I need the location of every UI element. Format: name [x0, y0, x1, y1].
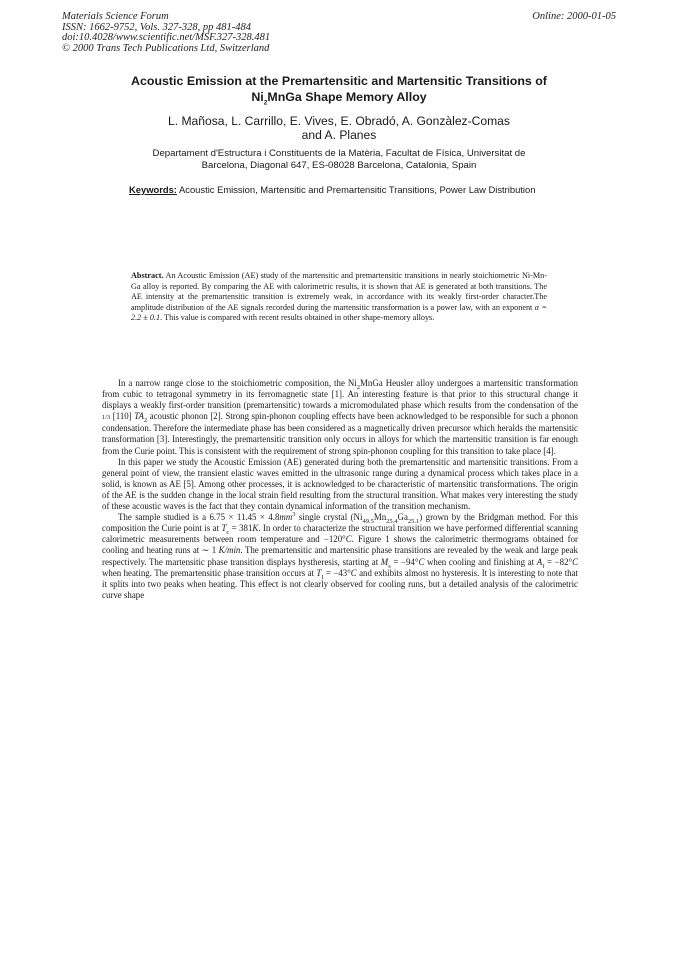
- keywords-label: Keywords:: [129, 184, 177, 195]
- p3-text-f: = 381: [229, 523, 253, 534]
- keywords-text: Acoustic Emission, Martensitic and Premartensitic Transitions, Power Law Distribution: [179, 184, 536, 195]
- p1-fraction: 1/3: [102, 414, 111, 422]
- p3-text-l: = −82°: [544, 556, 573, 567]
- paragraph-3: [102, 512, 578, 601]
- p3-ti: T: [316, 567, 322, 578]
- p3-celsius-4: C: [350, 567, 357, 578]
- p1-sub: 2: [356, 383, 361, 391]
- p3-text-o: and exhibits almost no hysteresis. It is interesting to note that it splits into two peaks when heating. This effect is not clearly observed for cooling runs, but a detailed analysis of the calorimetric curve shape: [102, 567, 578, 600]
- p1-text-c: [110]: [110, 411, 135, 422]
- abstract-text-b: . This value is compared with recent results obtained in other shape-memory alloys.: [160, 313, 435, 323]
- p3-tc-sub: c: [226, 529, 230, 536]
- p3-ms-sub: s: [388, 562, 391, 570]
- abstract: [131, 271, 547, 324]
- p3-ms: M: [380, 556, 389, 567]
- p3-ti-sub: I: [321, 573, 324, 581]
- p3-text-k: when cooling and finishing at: [424, 556, 537, 567]
- p3-text-e: ) grown by the Bridgman method. For this composition the Curie point is at: [102, 512, 578, 534]
- p3-text-h: . Figure 1 shows the calorimetric thermograms obtained for cooling and heating runs at ∼ 1: [102, 534, 578, 556]
- p1-ta: TA: [134, 411, 144, 422]
- title-line-2: [90, 90, 588, 106]
- p3-ni-sub: 49.5: [362, 517, 374, 525]
- p3-mn-sub: 25.4: [386, 517, 398, 525]
- p3-af: A: [536, 556, 543, 567]
- p3-rate: K/min: [218, 545, 241, 556]
- online-date: Online: 2000-01-05: [532, 11, 616, 22]
- p3-text-m: when heating. The premartensitic phase transition occurs at: [102, 567, 317, 578]
- abstract-text-a: An Acoustic Emission (AE) study of the martensitic and premartensitic transitions in nearly stoichiometric Ni-Mn-Ga alloy is reported. By comparing the AE with calorimetric results, it is shown that AE is generated at both transitions. The AE intensity at the premartensitic transition is extremely weak, in accordance with its weakly first-order character.The amplitude distribution of the AE signals recorded during the martensitic transformation is a power law, with an exponent: [131, 271, 547, 312]
- p3-unit: mm: [279, 512, 293, 523]
- abstract-label: Abstract.: [131, 271, 164, 280]
- journal-name: Materials Science Forum: [62, 11, 169, 22]
- title-ni-sub: 2: [263, 98, 268, 106]
- title-rest: MnGa Shape Memory Alloy: [267, 89, 427, 104]
- p3-af-sub: f: [542, 562, 545, 570]
- title-line-1: Acoustic Emission at the Premartensitic and Martensitic Transitions of: [131, 74, 547, 88]
- p1-text-a: In a narrow range close to the stoichiometric composition, the Ni: [118, 378, 357, 388]
- p1-text-b: MnGa Heusler alloy undergoes a martensitic transformation from cubic to tetragonal symmetry in its ferromagnetic state [1]. An interesting feature is that prior to this structural change it displays a weakly first-order transition (premartensitic) towards a micromodulated phase which results from the condensation of the: [102, 378, 578, 411]
- authors-line-1: L. Mañosa, L. Carrillo, E. Vives, E. Obradó, A. Gonzàlez-Comas: [168, 114, 510, 128]
- paper-title: [90, 74, 588, 105]
- paragraph-1: [102, 378, 578, 457]
- journal-header: [62, 12, 270, 54]
- p3-text-i: . The premartensitic and martensitic phase transitions are revealed by the weak and large peak respectively. The martensitic phase transition displays hystheresis, starting at: [102, 545, 578, 567]
- paragraph-2: In this paper we study the Acoustic Emission (AE) generated during both the premartensitic and martensitic transitions. From a general point of view, the transient elastic waves emitted in the ultrasonic range during a dynamical process which takes place in a solid, is known as AE [5]. Among other processes, it is acknowledged to be characteristic of martensitic transformations. The origin of the AE is the sudden change in the local strain field resulting from the structural transition. What makes very interesting the study of these acoustic waves is the fact that they contain dynamical information of the transition mechanism.: [102, 456, 578, 512]
- p3-text-j: = −94°: [390, 556, 419, 567]
- p1-ta-sub: 2: [143, 417, 148, 425]
- issn-line: ISSN: 1662-9752, Vols. 327-328, pp 481-484: [62, 21, 251, 33]
- keywords: [129, 184, 599, 196]
- authors-line-2: and A. Planes: [301, 128, 377, 143]
- affiliation-line-2: Barcelona, Diagonal 647, ES-08028 Barcelona, Catalonia, Spain: [201, 160, 477, 172]
- p3-tc: T: [221, 523, 227, 534]
- p3-unit-sup: 3: [292, 511, 296, 519]
- p3-text-b: single crystal (Ni: [295, 512, 363, 523]
- p3-ga-sub: 25.1: [407, 517, 420, 525]
- doi-link[interactable]: doi:10.4028/www.scientific.net/MSF.327-328.481: [62, 32, 271, 44]
- p3-text-d: Ga: [397, 512, 408, 523]
- p3-text-c: Mn: [373, 512, 387, 523]
- affiliation-line-1: Departament d'Estructura i Constituents de la Matèria, Facultat de Física, Universitat de: [152, 148, 526, 159]
- p3-text-a: The sample studied is a 6.75 × 11.45 × 4.8: [118, 512, 280, 523]
- body-text: [102, 378, 578, 601]
- p3-text-g: . In order to characterize the structural transition we have performed differential scanning calorimetric measurements between room temperature and −120°: [102, 523, 578, 545]
- abstract-alpha: α = 2.2 ± 0.1: [131, 302, 548, 323]
- p3-celsius: C: [345, 534, 352, 545]
- p3-kelvin: K: [252, 523, 259, 534]
- p1-text-d: acoustic phonon [2]. Strong spin-phonon coupling effects have been acknowledged to be responsible for such a phonon condensation. Therefore the intermediate phase has been considered as a magnetically driven precursor which heralds the martensitic transformation [3]. Interestingly, the premartensitic transition only occurs in alloys for which the martensitic transition is far enough from the Curie point. This is consistent with the requirement of strong spin-phonon coupling for this transition to take place [4].: [102, 411, 578, 456]
- author-list: [100, 114, 578, 143]
- p3-text-n: = −43°: [323, 567, 351, 578]
- copyright-line: © 2000 Trans Tech Publications Ltd, Switzerland: [62, 42, 270, 54]
- title-ni: Ni: [251, 89, 264, 104]
- p3-celsius-3: C: [572, 556, 578, 567]
- affiliation: [100, 148, 578, 172]
- p3-celsius-2: C: [418, 556, 425, 567]
